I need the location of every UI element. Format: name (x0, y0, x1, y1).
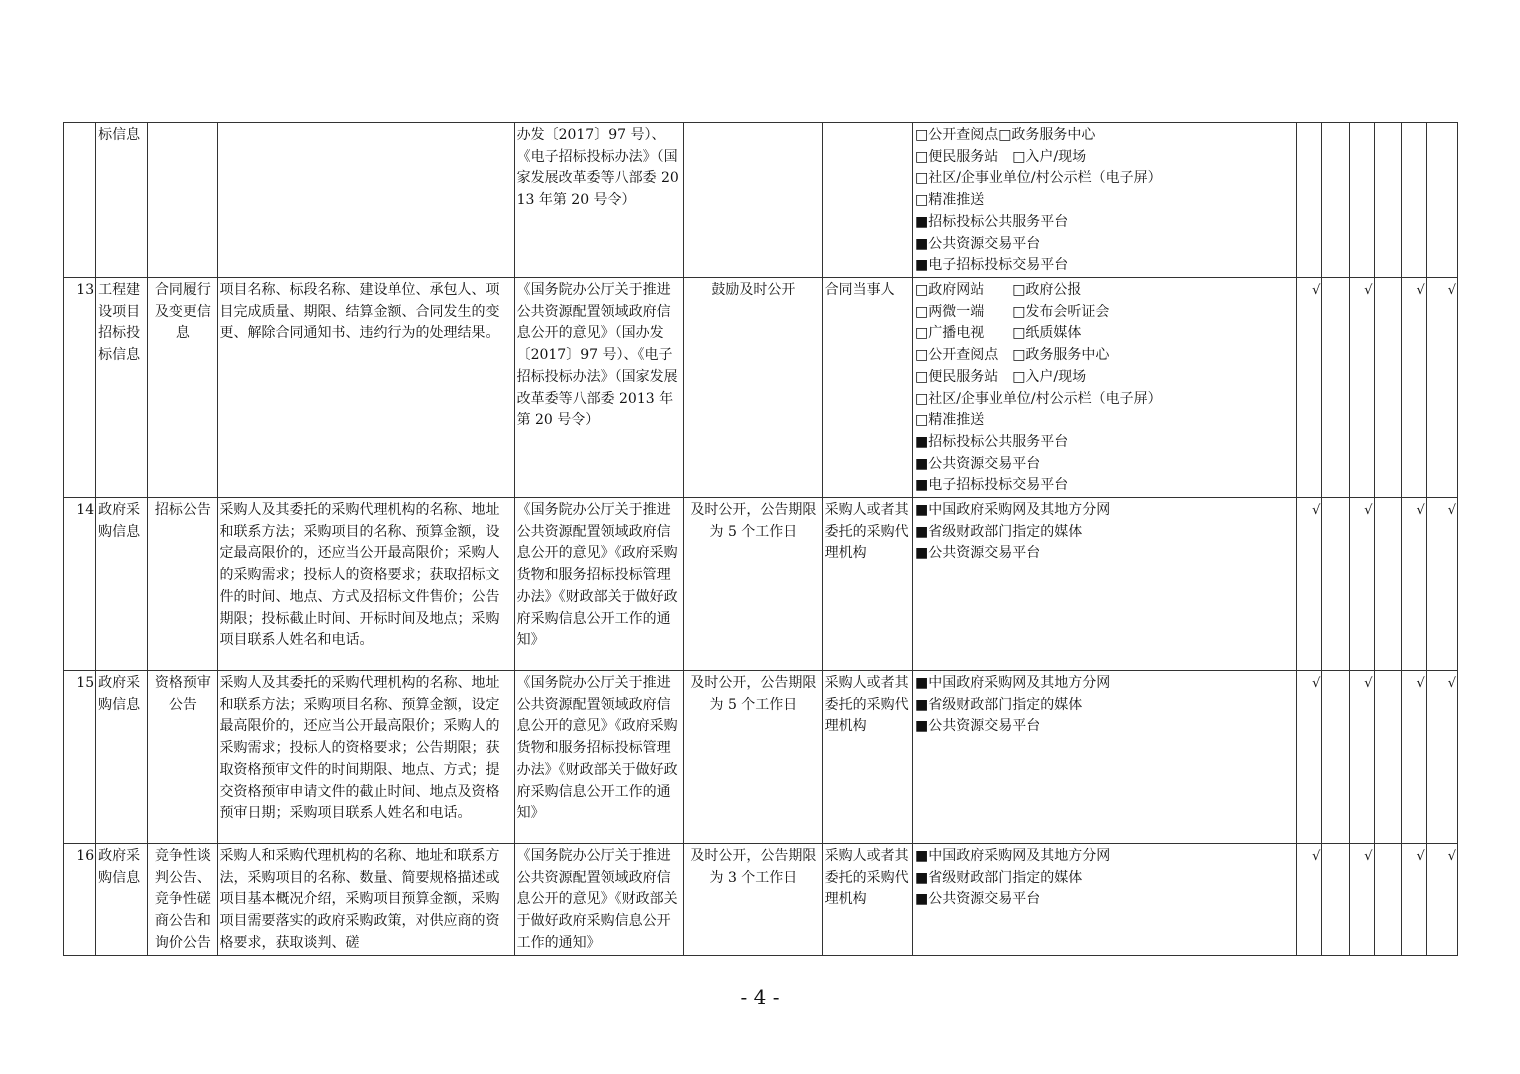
basis-cell: 《国务院办公厅关于推进公共资源配置领域政府信息公开的意见》《政府采购货物和服务招标投标管理办法》《财政部关于做好政府采购信息公开工作的通知》 (514, 671, 684, 844)
check-cell: √ (1349, 278, 1374, 498)
channel-option: ■公共资源交易平台 (914, 718, 1041, 735)
content-cell: 采购人和采购代理机构的名称、地址和联系方法，采购项目的名称、数量、简要规格描述或项目基本概况介绍，采购项目预算金额，采购项目需要落实的政府采购政策，对供应商的资格要求，获取谈判、磋 (217, 844, 514, 956)
category-cell: 政府采购信息 (96, 671, 148, 844)
timing-cell: 及时公开，公告期限为 5 个工作日 (684, 498, 822, 671)
channel-option: ■公共资源交易平台 (914, 235, 1041, 252)
check-cell: √ (1426, 498, 1457, 671)
subject-cell: 采购人或者其委托的采购代理机构 (822, 844, 912, 956)
channel-option: ■中国政府采购网及其地方分网 (914, 502, 1111, 519)
check-cell (1322, 498, 1349, 671)
disclosure-table (63, 122, 1458, 956)
item-cell: 资格预审公告 (148, 671, 217, 844)
check-cell (1374, 844, 1401, 956)
item-cell: 招标公告 (148, 498, 217, 671)
item-cell: 合同履行及变更信息 (148, 278, 217, 498)
timing-cell (684, 123, 822, 278)
row-number-cell: 15 (64, 671, 96, 844)
category-cell: 工程建设项目招标投标信息 (96, 278, 148, 498)
subject-cell (822, 123, 912, 278)
check-cell: √ (1297, 844, 1322, 956)
channel-option: □广播电视 □纸质媒体 (914, 325, 1082, 342)
check-cell: √ (1401, 278, 1426, 498)
channel-option: □精准推送 (914, 192, 985, 209)
check-cell: √ (1426, 278, 1457, 498)
row-number-cell: 13 (64, 278, 96, 498)
subject-cell: 合同当事人 (822, 278, 912, 498)
check-cell: √ (1426, 671, 1457, 844)
item-cell (148, 123, 217, 278)
channel-option: □政府网站 □政府公报 (914, 282, 1082, 298)
channel-option: ■公共资源交易平台 (914, 545, 1041, 562)
check-cell (1297, 123, 1322, 278)
content-cell: 采购人及其委托的采购代理机构的名称、地址和联系方法；采购项目的名称、预算金额，设定最高限价的，还应当公开最高限价；采购人的采购需求；投标人的资格要求；获取招标文件的时间、地点、方式及招标文件售价；公告期限；投标截止时间、开标时间及地点；采购项目联系人姓名和电话。 (217, 498, 514, 671)
channel-option: ■省级财政部门指定的媒体 (914, 869, 1083, 886)
check-cell: √ (1401, 844, 1426, 956)
table-row (64, 498, 1458, 671)
content-cell: 采购人及其委托的采购代理机构的名称、地址和联系方法；采购项目名称、预算金额，设定最高限价的，还应当公开最高限价；采购人的采购需求；投标人的资格要求；公告期限；获取资格预审文件的时间期限、地点、方式；提交资格预审申请文件的截止时间、地点及资格预审日期；采购项目联系人姓名和电话。 (217, 671, 514, 844)
channel-option: ■公共资源交易平台 (914, 455, 1041, 472)
channel-option: □便民服务站 □入户/现场 (914, 148, 1087, 165)
category-cell: 标信息 (96, 123, 148, 278)
category-cell: 政府采购信息 (96, 844, 148, 956)
timing-cell: 鼓励及时公开 (684, 278, 822, 498)
check-cell (1322, 123, 1349, 278)
check-cell (1322, 844, 1349, 956)
channel-option: □精准推送 (914, 412, 985, 429)
channel-option: □社区/企事业单位/村公示栏（电子屏） (914, 170, 1162, 187)
check-cell: √ (1349, 844, 1374, 956)
table-row (64, 844, 1458, 956)
item-cell: 竞争性谈判公告、竞争性磋商公告和询价公告 (148, 844, 217, 956)
check-cell: √ (1349, 498, 1374, 671)
channel-option: □便民服务站 □入户/现场 (914, 368, 1087, 385)
check-cell: √ (1401, 671, 1426, 844)
channel-option: ■省级财政部门指定的媒体 (914, 696, 1083, 713)
page-number: - 4 - (740, 985, 780, 1009)
channel-option: ■中国政府采购网及其地方分网 (914, 848, 1111, 865)
check-cell (1374, 498, 1401, 671)
check-cell (1401, 123, 1426, 278)
timing-cell: 及时公开，公告期限为 3 个工作日 (684, 844, 822, 956)
table-row (64, 671, 1458, 844)
channel-option: □公开查阅点□政务服务中心 (914, 127, 1096, 143)
channels-cell (912, 278, 1296, 498)
check-cell (1322, 671, 1349, 844)
category-cell: 政府采购信息 (96, 498, 148, 671)
basis-cell: 《国务院办公厅关于推进公共资源配置领域政府信息公开的意见》《政府采购货物和服务招标投标管理办法》《财政部关于做好政府采购信息公开工作的通知》 (514, 498, 684, 671)
channel-option: ■电子招标投标交易平台 (914, 477, 1069, 494)
row-number-cell: 14 (64, 498, 96, 671)
channel-option: ■省级财政部门指定的媒体 (914, 523, 1083, 540)
check-cell (1322, 278, 1349, 498)
table-row (64, 278, 1458, 498)
channels-cell (912, 844, 1296, 956)
timing-cell: 及时公开，公告期限为 5 个工作日 (684, 671, 822, 844)
channel-option: ■中国政府采购网及其地方分网 (914, 675, 1111, 692)
row-number-cell: 16 (64, 844, 96, 956)
check-cell: √ (1401, 498, 1426, 671)
check-cell: √ (1297, 671, 1322, 844)
channels-cell (912, 671, 1296, 844)
channel-option: ■招标投标公共服务平台 (914, 213, 1069, 230)
basis-cell: 《国务院办公厅关于推进公共资源配置领域政府信息公开的意见》（国办发〔2017〕97 号）、《电子招标投标办法》（国家发展改革委等八部委 2013 年第 20 号令） (514, 278, 684, 498)
row-number-cell (64, 123, 96, 278)
content-cell (217, 123, 514, 278)
channels-cell (912, 498, 1296, 671)
check-cell: √ (1426, 844, 1457, 956)
channel-option: □两微一端 □发布会听证会 (914, 303, 1110, 320)
channel-option: ■电子招标投标交易平台 (914, 257, 1069, 274)
check-cell: √ (1297, 278, 1322, 498)
table-row (64, 123, 1458, 278)
channel-option: □公开查阅点 □政务服务中心 (914, 347, 1110, 364)
subject-cell: 采购人或者其委托的采购代理机构 (822, 498, 912, 671)
check-cell (1374, 671, 1401, 844)
check-cell (1349, 123, 1374, 278)
subject-cell: 采购人或者其委托的采购代理机构 (822, 671, 912, 844)
check-cell (1426, 123, 1457, 278)
check-cell (1374, 123, 1401, 278)
check-cell (1374, 278, 1401, 498)
check-cell: √ (1349, 671, 1374, 844)
content-cell: 项目名称、标段名称、建设单位、承包人、项目完成质量、期限、结算金额、合同发生的变更、解除合同通知书、违约行为的处理结果。 (217, 278, 514, 498)
check-cell: √ (1297, 498, 1322, 671)
basis-cell: 《国务院办公厅关于推进公共资源配置领域政府信息公开的意见》《财政部关于做好政府采购信息公开工作的通知》 (514, 844, 684, 956)
channel-option: □社区/企事业单位/村公示栏（电子屏） (914, 390, 1162, 407)
channel-option: ■公共资源交易平台 (914, 891, 1041, 908)
basis-cell: 办发〔2017〕97 号）、《电子招标投标办法》（国家发展改革委等八部委 2013 年第 20 号令） (514, 123, 684, 278)
channel-option: ■招标投标公共服务平台 (914, 433, 1069, 450)
channels-cell (912, 123, 1296, 278)
